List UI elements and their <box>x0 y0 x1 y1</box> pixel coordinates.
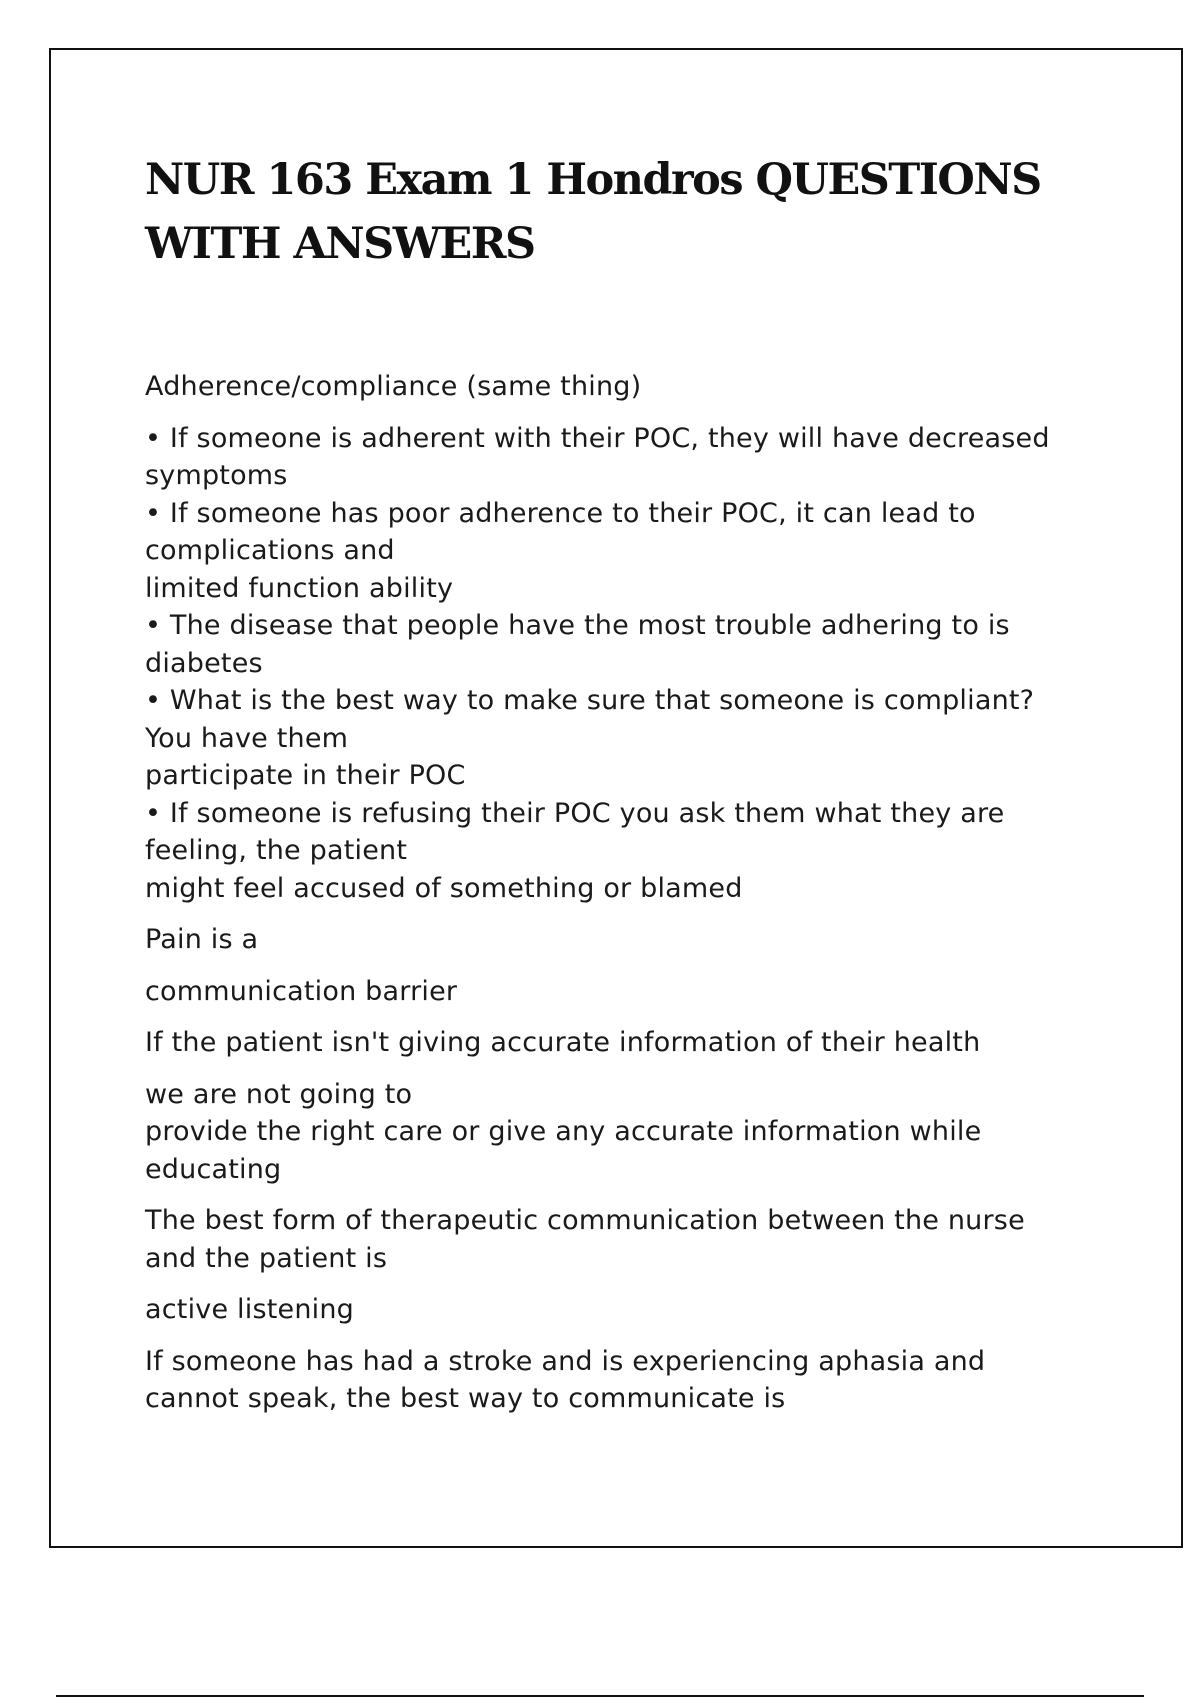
spacer <box>145 406 1105 420</box>
spacer <box>145 1277 1105 1291</box>
answer-therapeutic-communication: active listening <box>145 1294 354 1325</box>
question-therapeutic-communication: The best form of therapeutic communication between the nurse and the patient is <box>145 1205 1025 1274</box>
question-pain: Pain is a <box>145 924 259 955</box>
footer-rule <box>56 1695 1144 1697</box>
document-title: NUR 163 Exam 1 Hondros QUESTIONS WITH ANSWERS <box>145 155 1041 269</box>
question-aphasia: If someone has had a stroke and is experiencing aphasia and cannot speak, the best way to communicate is <box>145 1345 986 1414</box>
spacer <box>145 1329 1105 1343</box>
spacer <box>145 1062 1105 1076</box>
question-accurate-info: If the patient isn't giving accurate information of their health <box>145 1027 981 1058</box>
document-body <box>145 368 1105 1418</box>
document-header <box>145 148 1105 276</box>
answer-pain: communication barrier <box>145 975 458 1007</box>
spacer <box>145 959 1105 973</box>
spacer <box>145 1188 1105 1202</box>
spacer <box>145 1010 1105 1024</box>
answer-adherence-list: • If someone is adherent with their POC, they will have decreased symptoms • If someone has poor adherence to their POC, it can lead to complications and limited function ability • The disease that people have the most trouble adhering to is diabetes • What is the best way to make sure that someone is compliant? You have them participate in their POC • If someone is refusing their POC you ask them what they are feeling, the patient might feel accused of something or blamed <box>145 422 1050 904</box>
answer-accurate-info: we are not going to provide the right care or give any accurate information while educating <box>145 1078 982 1185</box>
question-adherence: Adherence/compliance (same thing) <box>145 371 642 402</box>
spacer <box>145 907 1105 921</box>
